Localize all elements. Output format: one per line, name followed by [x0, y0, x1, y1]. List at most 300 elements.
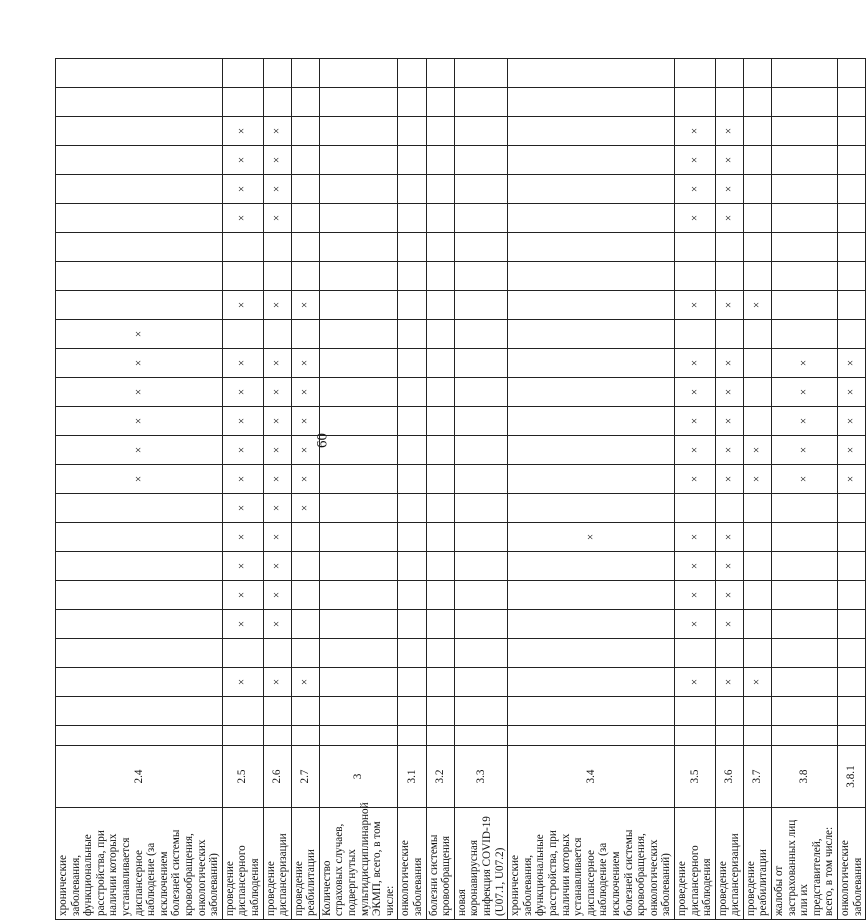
empty-cell [56, 523, 223, 552]
empty-cell [426, 494, 454, 523]
cross-mark-cell: × [222, 378, 263, 407]
empty-cell [426, 465, 454, 494]
empty-cell [454, 610, 507, 639]
empty-cell [772, 552, 838, 581]
empty-cell [426, 378, 454, 407]
empty-cell [398, 175, 426, 204]
empty-cell [743, 349, 771, 378]
empty-cell [454, 697, 507, 726]
cross-mark-cell: × [222, 465, 263, 494]
cross-mark-cell: × [838, 349, 866, 378]
empty-cell [398, 697, 426, 726]
cross-mark-cell: × [263, 494, 291, 523]
empty-cell [56, 552, 223, 581]
empty-cell [56, 175, 223, 204]
empty-cell [263, 59, 291, 88]
empty-cell [772, 175, 838, 204]
empty-cell [454, 494, 507, 523]
empty-cell [398, 291, 426, 320]
empty-cell [263, 233, 291, 262]
row-label: жалобы от застрахованных лиц или их представителей, всего, в том числе: [772, 808, 838, 920]
row-number: 3.7 [743, 746, 771, 808]
cross-mark-cell: × [715, 146, 743, 175]
empty-cell [398, 117, 426, 146]
row-label: новая коронавирусная инфекция COVID-19 (U07.1, U07.2) [454, 808, 507, 920]
row-label: Количество страховых случаев, подвергнутых мультидисциплинарной ЭКМП, всего, в том числе: [319, 808, 398, 920]
empty-cell [398, 465, 426, 494]
empty-cell [838, 639, 866, 668]
empty-cell [398, 523, 426, 552]
cross-mark-cell: × [715, 552, 743, 581]
table-row [291, 59, 319, 920]
cross-mark-cell: × [291, 436, 319, 465]
empty-cell [772, 523, 838, 552]
empty-cell [291, 233, 319, 262]
empty-cell [319, 465, 398, 494]
empty-cell [222, 320, 263, 349]
cross-mark-cell: × [222, 581, 263, 610]
cross-mark-cell: × [715, 349, 743, 378]
empty-cell [454, 378, 507, 407]
cross-mark-cell: × [222, 175, 263, 204]
empty-cell [838, 146, 866, 175]
empty-cell [838, 175, 866, 204]
empty-cell [508, 349, 675, 378]
empty-cell [743, 581, 771, 610]
empty-cell [674, 639, 715, 668]
cross-mark-cell: × [674, 436, 715, 465]
empty-cell [56, 204, 223, 233]
row-number: 3.3 [454, 746, 507, 808]
row-number: 3.2 [426, 746, 454, 808]
empty-cell [838, 726, 866, 746]
rotated-table-container [55, 58, 864, 920]
empty-cell [838, 581, 866, 610]
empty-cell [454, 88, 507, 117]
empty-cell [398, 349, 426, 378]
empty-cell [319, 552, 398, 581]
empty-cell [319, 697, 398, 726]
cross-mark-cell: × [715, 204, 743, 233]
empty-cell [319, 59, 398, 88]
cross-mark-cell: × [715, 117, 743, 146]
cross-mark-cell: × [674, 349, 715, 378]
empty-cell [426, 726, 454, 746]
cross-mark-cell: × [291, 291, 319, 320]
empty-cell [743, 494, 771, 523]
empty-cell [508, 262, 675, 291]
cross-mark-cell: × [263, 175, 291, 204]
cross-mark-cell: × [772, 436, 838, 465]
cross-mark-cell: × [263, 581, 291, 610]
empty-cell [838, 523, 866, 552]
empty-cell [426, 697, 454, 726]
empty-cell [426, 349, 454, 378]
empty-cell [454, 465, 507, 494]
empty-cell [508, 407, 675, 436]
cross-mark-cell: × [263, 378, 291, 407]
empty-cell [56, 117, 223, 146]
empty-cell [508, 465, 675, 494]
empty-cell [319, 581, 398, 610]
cross-mark-cell: × [743, 436, 771, 465]
empty-cell [263, 320, 291, 349]
cross-mark-cell: × [56, 465, 223, 494]
cross-mark-cell: × [222, 668, 263, 697]
empty-cell [319, 175, 398, 204]
empty-cell [772, 88, 838, 117]
empty-cell [222, 726, 263, 746]
empty-cell [291, 581, 319, 610]
row-label: хронические заболевания, функциональные расстройства, при наличии которых устанавливается диспансерное наблюдение (за исключением болезней системы кровообращения, онкологических заболеваний) [508, 808, 675, 920]
cross-mark-cell: × [222, 204, 263, 233]
cross-mark-cell: × [715, 407, 743, 436]
empty-cell [56, 262, 223, 291]
empty-cell [398, 204, 426, 233]
empty-cell [398, 320, 426, 349]
cross-mark-cell: × [56, 407, 223, 436]
empty-cell [426, 639, 454, 668]
empty-cell [715, 262, 743, 291]
empty-cell [454, 262, 507, 291]
cross-mark-cell: × [715, 291, 743, 320]
empty-cell [772, 146, 838, 175]
empty-cell [56, 726, 223, 746]
empty-cell [319, 436, 398, 465]
row-label: проведение реабилитации [291, 808, 319, 920]
empty-cell [454, 639, 507, 668]
empty-cell [743, 146, 771, 175]
empty-cell [398, 494, 426, 523]
cross-mark-cell: × [222, 291, 263, 320]
cross-mark-cell: × [715, 668, 743, 697]
empty-cell [398, 610, 426, 639]
cross-mark-cell: × [291, 494, 319, 523]
empty-cell [454, 204, 507, 233]
cross-mark-cell: × [263, 523, 291, 552]
empty-cell [772, 581, 838, 610]
cross-mark-cell: × [715, 465, 743, 494]
empty-cell [838, 668, 866, 697]
empty-cell [454, 581, 507, 610]
empty-cell [319, 349, 398, 378]
row-number: 2.4 [56, 746, 223, 808]
empty-cell [772, 639, 838, 668]
empty-cell [743, 88, 771, 117]
table-row [398, 59, 426, 920]
empty-cell [454, 117, 507, 146]
cross-mark-cell: × [56, 436, 223, 465]
table-row [674, 59, 715, 920]
empty-cell [56, 668, 223, 697]
empty-cell [398, 146, 426, 175]
cross-mark-cell: × [222, 523, 263, 552]
empty-cell [291, 88, 319, 117]
empty-cell [291, 175, 319, 204]
empty-cell [56, 233, 223, 262]
empty-cell [319, 204, 398, 233]
cross-mark-cell: × [772, 407, 838, 436]
row-number: 3 [319, 746, 398, 808]
empty-cell [319, 88, 398, 117]
cross-mark-cell: × [772, 349, 838, 378]
table-row [263, 59, 291, 920]
empty-cell [426, 436, 454, 465]
empty-cell [291, 610, 319, 639]
empty-cell [743, 175, 771, 204]
cross-mark-cell: × [743, 668, 771, 697]
empty-cell [454, 59, 507, 88]
empty-cell [454, 726, 507, 746]
empty-cell [838, 552, 866, 581]
row-label: проведение диспансеризации [263, 808, 291, 920]
empty-cell [508, 378, 675, 407]
empty-cell [454, 349, 507, 378]
empty-cell [263, 697, 291, 726]
cross-mark-cell: × [838, 465, 866, 494]
empty-cell [743, 320, 771, 349]
table-row [838, 59, 866, 920]
empty-cell [715, 320, 743, 349]
empty-cell [743, 726, 771, 746]
empty-cell [426, 175, 454, 204]
cross-mark-cell: × [291, 668, 319, 697]
empty-cell [838, 233, 866, 262]
row-label: проведение диспансеризации [715, 808, 743, 920]
empty-cell [222, 233, 263, 262]
empty-cell [743, 523, 771, 552]
empty-cell [426, 291, 454, 320]
empty-cell [743, 407, 771, 436]
empty-cell [426, 146, 454, 175]
empty-cell [674, 697, 715, 726]
empty-cell [772, 262, 838, 291]
empty-cell [398, 726, 426, 746]
empty-cell [508, 146, 675, 175]
cross-mark-cell: × [291, 378, 319, 407]
empty-cell [454, 146, 507, 175]
empty-cell [319, 262, 398, 291]
empty-cell [319, 726, 398, 746]
empty-cell [398, 436, 426, 465]
row-number: 2.6 [263, 746, 291, 808]
empty-cell [319, 639, 398, 668]
cross-mark-cell: × [222, 407, 263, 436]
empty-cell [56, 639, 223, 668]
empty-cell [772, 204, 838, 233]
cross-mark-cell: × [674, 407, 715, 436]
empty-cell [426, 262, 454, 291]
row-number: 3.8.1 [838, 746, 866, 808]
cross-mark-cell: × [715, 175, 743, 204]
empty-cell [319, 291, 398, 320]
cross-mark-cell: × [56, 320, 223, 349]
empty-cell [772, 233, 838, 262]
empty-cell [838, 88, 866, 117]
empty-cell [291, 552, 319, 581]
empty-cell [319, 494, 398, 523]
empty-cell [508, 233, 675, 262]
row-label: проведение диспансерного наблюдения [222, 808, 263, 920]
empty-cell [398, 88, 426, 117]
table-row [56, 59, 223, 920]
row-label: проведение реабилитации [743, 808, 771, 920]
empty-cell [508, 436, 675, 465]
cross-mark-cell: × [222, 552, 263, 581]
empty-cell [674, 233, 715, 262]
row-number: 3.6 [715, 746, 743, 808]
row-label: онкологические заболевания [838, 808, 866, 920]
empty-cell [426, 668, 454, 697]
empty-cell [743, 59, 771, 88]
cross-mark-cell: × [56, 378, 223, 407]
empty-cell [56, 291, 223, 320]
empty-cell [838, 697, 866, 726]
empty-cell [674, 262, 715, 291]
cross-mark-cell: × [263, 117, 291, 146]
cross-mark-cell: × [743, 465, 771, 494]
empty-cell [56, 581, 223, 610]
empty-cell [56, 146, 223, 175]
empty-cell [838, 610, 866, 639]
cross-mark-cell: × [263, 349, 291, 378]
empty-cell [319, 523, 398, 552]
cross-mark-cell: × [263, 291, 291, 320]
empty-cell [222, 639, 263, 668]
cross-mark-cell: × [291, 465, 319, 494]
cross-mark-cell: × [263, 552, 291, 581]
empty-cell [838, 320, 866, 349]
empty-cell [291, 59, 319, 88]
empty-cell [398, 378, 426, 407]
empty-cell [319, 146, 398, 175]
empty-cell [291, 204, 319, 233]
empty-cell [426, 233, 454, 262]
cross-mark-cell: × [674, 465, 715, 494]
empty-cell [426, 59, 454, 88]
empty-cell [743, 204, 771, 233]
empty-cell [291, 639, 319, 668]
empty-cell [743, 697, 771, 726]
cross-mark-cell: × [222, 494, 263, 523]
cross-mark-cell: × [222, 146, 263, 175]
empty-cell [838, 262, 866, 291]
cross-mark-cell: × [263, 436, 291, 465]
cross-mark-cell: × [743, 291, 771, 320]
empty-cell [319, 610, 398, 639]
empty-cell [319, 378, 398, 407]
empty-cell [291, 523, 319, 552]
empty-cell [222, 697, 263, 726]
empty-cell [772, 59, 838, 88]
empty-cell [715, 494, 743, 523]
empty-cell [508, 59, 675, 88]
empty-cell [508, 494, 675, 523]
empty-cell [426, 204, 454, 233]
empty-cell [508, 291, 675, 320]
empty-cell [508, 610, 675, 639]
empty-cell [508, 175, 675, 204]
cross-mark-cell: × [291, 349, 319, 378]
cross-mark-cell: × [674, 204, 715, 233]
empty-cell [291, 697, 319, 726]
empty-cell [222, 88, 263, 117]
empty-cell [715, 233, 743, 262]
cross-mark-cell: × [674, 117, 715, 146]
table-row [715, 59, 743, 920]
cross-mark-cell: × [263, 668, 291, 697]
cross-mark-cell: × [222, 349, 263, 378]
row-number: 2.7 [291, 746, 319, 808]
empty-cell [454, 668, 507, 697]
empty-cell [715, 697, 743, 726]
empty-cell [319, 407, 398, 436]
row-label: хронические заболевания, функциональные расстройства, при наличии которых устанавливается диспансерное наблюдение (за исключением болезней системы кровообращения, онкологических заболеваний) [56, 808, 223, 920]
cross-mark-cell: × [222, 117, 263, 146]
cross-mark-cell: × [838, 407, 866, 436]
empty-cell [398, 639, 426, 668]
empty-cell [398, 552, 426, 581]
empty-cell [222, 262, 263, 291]
empty-cell [508, 639, 675, 668]
empty-cell [454, 436, 507, 465]
empty-cell [454, 320, 507, 349]
table-row [454, 59, 507, 920]
cross-mark-cell: × [715, 610, 743, 639]
cross-mark-cell: × [838, 436, 866, 465]
cross-mark-cell: × [222, 436, 263, 465]
empty-cell [454, 407, 507, 436]
empty-cell [291, 726, 319, 746]
empty-cell [319, 320, 398, 349]
empty-cell [398, 581, 426, 610]
row-label: онкологические заболевания [398, 808, 426, 920]
table-row [772, 59, 838, 920]
empty-cell [743, 117, 771, 146]
cross-mark-cell: × [674, 552, 715, 581]
cross-mark-cell: × [715, 581, 743, 610]
empty-cell [291, 117, 319, 146]
empty-cell [715, 726, 743, 746]
empty-cell [426, 523, 454, 552]
data-table [55, 58, 866, 920]
empty-cell [426, 407, 454, 436]
cross-mark-cell: × [772, 465, 838, 494]
empty-cell [838, 59, 866, 88]
cross-mark-cell: × [222, 610, 263, 639]
cross-mark-cell: × [674, 378, 715, 407]
empty-cell [56, 494, 223, 523]
empty-cell [508, 668, 675, 697]
cross-mark-cell: × [772, 378, 838, 407]
cross-mark-cell: × [674, 610, 715, 639]
empty-cell [743, 610, 771, 639]
empty-cell [263, 726, 291, 746]
empty-cell [838, 494, 866, 523]
cross-mark-cell: × [674, 291, 715, 320]
row-number: 3.1 [398, 746, 426, 808]
row-number: 3.4 [508, 746, 675, 808]
empty-cell [674, 88, 715, 117]
empty-cell [426, 320, 454, 349]
empty-cell [772, 697, 838, 726]
cross-mark-cell: × [674, 523, 715, 552]
row-label: болезни системы кровообращения [426, 808, 454, 920]
cross-mark-cell: × [56, 349, 223, 378]
cross-mark-cell: × [291, 407, 319, 436]
table-row [743, 59, 771, 920]
table-row [222, 59, 263, 920]
